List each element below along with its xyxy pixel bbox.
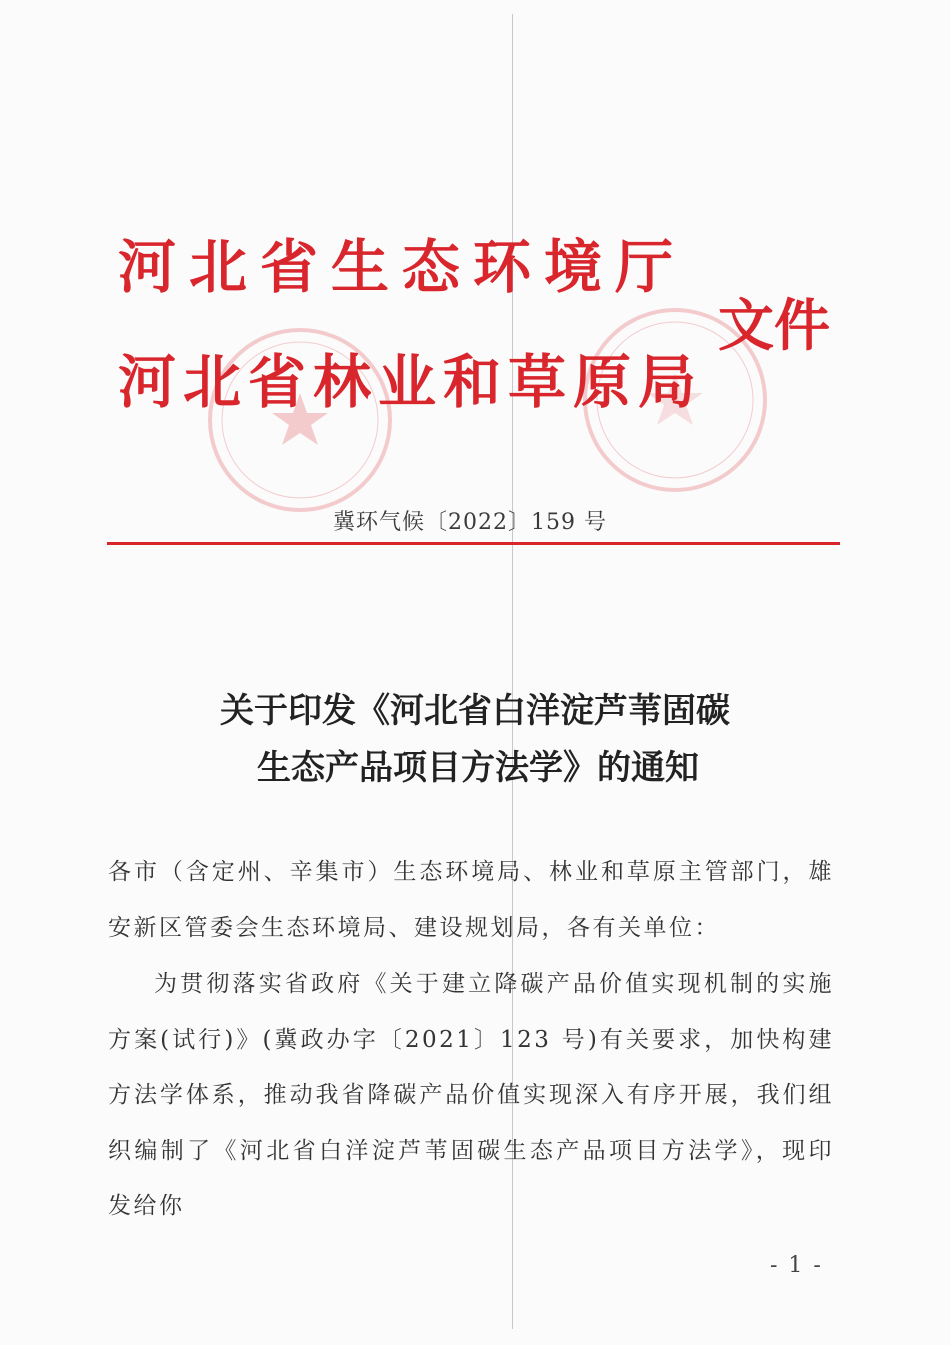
title-line-2: 生态产品项目方法学》的通知 (257, 748, 699, 788)
issuer-line-1: 河北省生态环境厅 (118, 233, 687, 301)
addressee-paragraph: 各市（含定州、辛集市）生态环境局、林业和草原主管部门，雄安新区管委会生态环境局、建设规划局，各有关单位： (108, 859, 834, 941)
body-paragraph: 为贯彻落实省政府《关于建立降碳产品价值实现机制的实施方案(试行)》(冀政办字〔2021〕123 号)有关要求，加快构建方法学体系，推动我省降碳产品价值实现深入有序开展，我们组织编制了《河北省白洋淀芦苇固碳生态产品项目方法学》，现印发给你 (108, 971, 834, 1219)
red-divider (107, 542, 840, 545)
document-number: 冀环气候〔2022〕159 号 (333, 510, 607, 535)
document-type: 文件 (718, 294, 830, 359)
title-line-1: 关于印发《河北省白洋淀芦苇固碳 (220, 691, 730, 731)
page-number: - 1 - (770, 1253, 823, 1278)
issuer-line-2: 河北省林业和草原局 (118, 348, 704, 416)
